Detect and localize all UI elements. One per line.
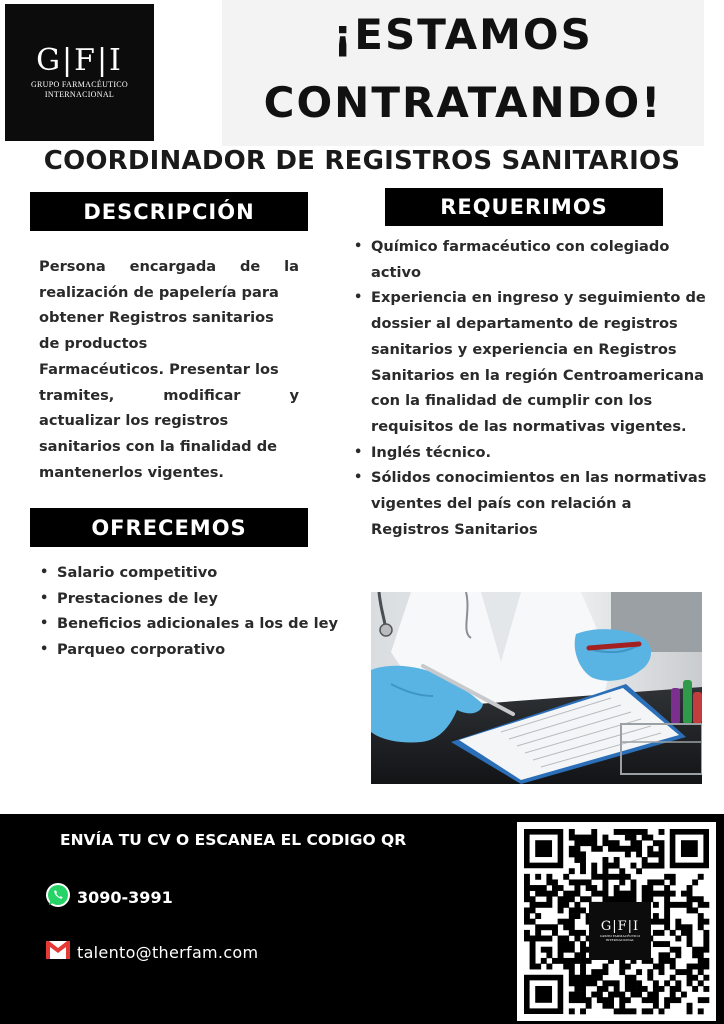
offer-item: • Beneficios adicionales a los de ley: [40, 611, 340, 637]
phone-number[interactable]: 3090-3991: [77, 887, 173, 907]
description-heading: DESCRIPCIÓN: [30, 192, 308, 231]
phone-contact[interactable]: [45, 882, 173, 912]
offer-item: • Parqueo corporativo: [40, 637, 340, 663]
company-logo: [5, 4, 154, 141]
description-line: actualizar los registros: [39, 412, 229, 430]
contact-footer: [0, 814, 724, 1024]
qr-logo-subtitle: GRUPO FARMACÉUTICO INTERNACIONAL: [599, 933, 641, 942]
gmail-icon: [45, 940, 71, 964]
description-line: Persona encargada de la: [39, 258, 299, 275]
description-line: sanitarios con la finalidad de: [39, 437, 278, 455]
requirement-item: • Sólidos conocimientos en las normativas vigentes del país con relación a Registros Sanitarios: [354, 465, 714, 542]
call-to-action: ENVÍA TU CV O ESCANEA EL CODIGO QR: [60, 831, 407, 849]
description-line: tramites, modificar y: [39, 386, 299, 404]
qr-finder-square: [681, 840, 698, 857]
logo-subtitle-line1: GRUPO FARMACÉUTICO: [30, 80, 129, 90]
offer-item: • Prestaciones de ley: [40, 586, 340, 612]
description-line: realización de papelería para: [39, 283, 279, 301]
description-text: [39, 254, 299, 485]
email-address[interactable]: talento@therfam.com: [77, 942, 259, 962]
qr-finder-square: [535, 986, 552, 1003]
hero-banner: [222, 0, 704, 146]
hero-heading-line1: ¡ESTAMOS: [333, 10, 593, 59]
requirements-list: [354, 234, 714, 542]
offers-list: [40, 560, 340, 663]
description-line: mantenerlos vigentes.: [39, 463, 224, 481]
logo-subtitle-line2: INTERNACIONAL: [44, 89, 115, 99]
doctor-writing-photo: [371, 592, 702, 784]
requirement-item: • Inglés técnico.: [354, 440, 714, 466]
qr-code[interactable]: [517, 822, 716, 1021]
hero-heading-line2: CONTRATANDO!: [263, 78, 663, 127]
qr-center-logo: [589, 902, 651, 960]
logo-subtitle: [31, 80, 128, 98]
description-line: de productos: [39, 335, 148, 353]
qr-logo-mark: G|F|I: [600, 918, 640, 934]
description-line: Farmacéuticos. Presentar los: [39, 360, 279, 378]
email-contact[interactable]: [45, 940, 258, 964]
job-title: COORDINADOR DE REGISTROS SANITARIOS: [43, 146, 681, 176]
description-line: obtener Registros sanitarios: [39, 309, 274, 327]
logo-mark: G|F|I: [36, 43, 123, 79]
offers-heading: OFRECEMOS: [30, 508, 308, 547]
requirement-item: • Químico farmacéutico con colegiado activo: [354, 234, 714, 285]
requirements-heading: REQUERIMOS: [385, 188, 663, 226]
qr-finder-square: [535, 840, 552, 857]
offer-item: • Salario competitivo: [40, 560, 340, 586]
requirement-item: • Experiencia en ingreso y seguimiento de dossier al departamento de registros sanitarios y experiencia en Registros Sanitarios en la región Centroamericana con la finalidad de cumplir con los requisitos de las normativas vigentes.: [354, 285, 714, 439]
whatsapp-icon: [45, 882, 71, 912]
